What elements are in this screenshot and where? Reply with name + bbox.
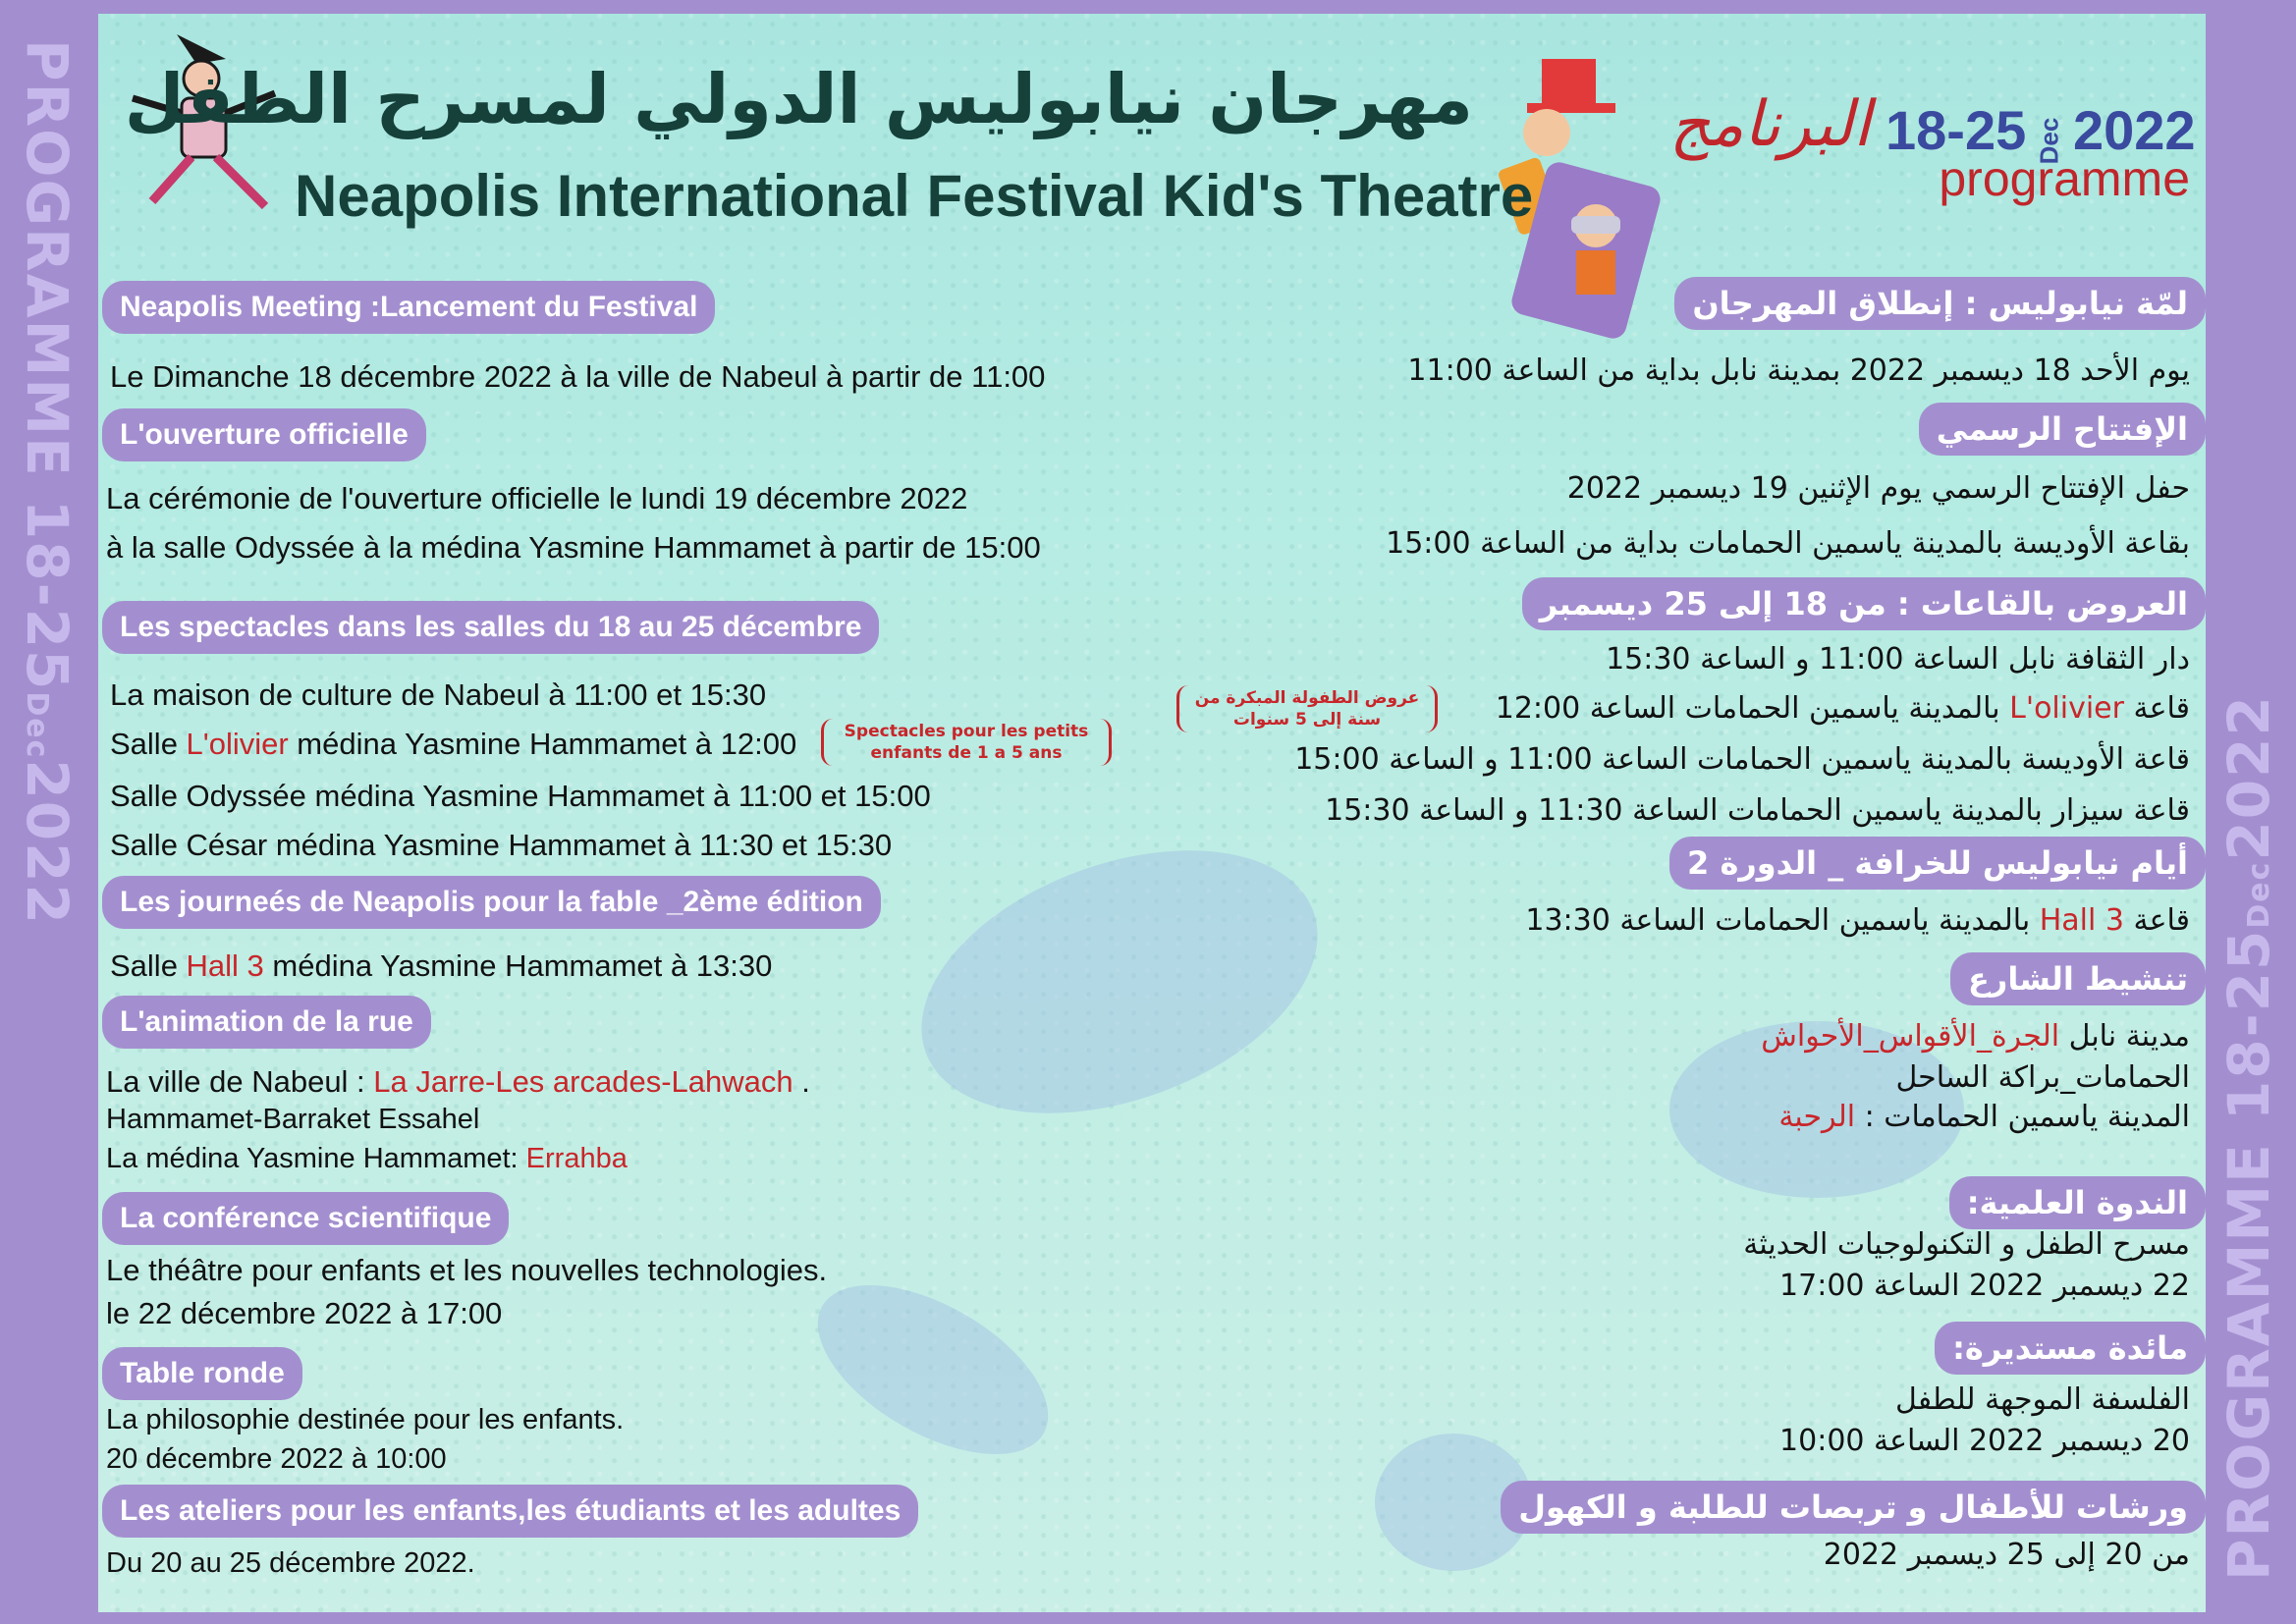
date-month: Dec (2034, 117, 2064, 165)
bottom-band (0, 1612, 2296, 1624)
section-title-opening-ar: الإفتتاح الرسمي (1919, 403, 2206, 456)
shows-line-2: Salle L'olivier médina Yasmine Hammamet à 12:00 (110, 727, 797, 761)
programme-label: programme (1939, 151, 2190, 206)
section-title-conference: La conférence scientifique (102, 1192, 509, 1245)
section-title-fable-ar: أيام نيابوليس للخرافة _ الدورة 2 (1669, 837, 2206, 890)
opening-line-1-ar: حفل الإفتتاح الرسمي يوم الإثنين 19 ديسمبر 2022 (1566, 471, 2190, 506)
title-arabic: مهرجان نيابوليس الدولي لمسرح الطفل (124, 59, 1473, 139)
section-title-street-ar: تنشيط الشارع (1950, 952, 2206, 1005)
workshops-line-ar: من 20 إلى 25 ديسمبر 2022 (1823, 1538, 2190, 1572)
section-title-shows-ar: العروض بالقاعات : من 18 إلى 25 ديسمبر (1522, 577, 2206, 630)
opening-line-1: La cérémonie de l'ouverture officielle le lundi 19 décembre 2022 (106, 481, 968, 515)
section-title-opening: L'ouverture officielle (102, 408, 426, 461)
section-title-workshops: Les ateliers pour les enfants,les étudiants et les adultes (102, 1485, 918, 1538)
round-table-line-1: La philosophie destinée pour les enfants. (106, 1404, 625, 1435)
street-line-1-ar: مدينة نابل الجرة_الأقواس_الأحواش (1761, 1019, 2190, 1054)
title-english: Neapolis International Festival Kid's Theatre (295, 163, 1534, 229)
street-line-3-ar: المدينة ياسمين الحمامات : الرحبة (1778, 1100, 2190, 1134)
side-label-left: PROGRAMME 18-25Dec2022 (14, 39, 81, 926)
opening-line-2-ar: بقاعة الأوديسة بالمدينة ياسمين الحمامات بداية من الساعة 15:00 (1386, 526, 2190, 561)
date-year: 2022 (2072, 99, 2196, 161)
programme-arabic: البرنامج (1669, 88, 1871, 161)
conference-line-1-ar: مسرح الطفل و التكنولوجيات الحديثة (1743, 1227, 2190, 1262)
section-title-shows: Les spectacles dans les salles du 18 au 25 décembre (102, 601, 879, 654)
street-line-2: Hammamet-Barraket Essahel (106, 1104, 480, 1135)
section-title-meeting: Neapolis Meeting :Lancement du Festival (102, 281, 715, 334)
fable-line: Salle Hall 3 médina Yasmine Hammamet à 13:30 (110, 948, 773, 983)
round-table-line-2-ar: 20 ديسمبر 2022 الساعة 10:00 (1779, 1424, 2190, 1458)
section-title-round-table: Table ronde (102, 1347, 302, 1400)
top-band (0, 0, 2296, 14)
date-block (1886, 98, 2196, 207)
side-label-right: PROGRAMME 18-25Dec2022 (2215, 694, 2282, 1581)
street-line-2-ar: الحمامات_براكة الساحل (1895, 1060, 2190, 1095)
section-title-workshops-ar: ورشات للأطفال و تربصات للطلبة و الكهول (1501, 1481, 2206, 1534)
opening-line-2: à la salle Odyssée à la médina Yasmine Hammamet à partir de 15:00 (106, 530, 1041, 565)
conference-line-1: Le théâtre pour enfants et les nouvelles technologies. (106, 1253, 828, 1287)
section-title-round-table-ar: مائدة مستديرة: (1935, 1322, 2206, 1375)
street-line-1: La ville de Nabeul : La Jarre-Les arcades-Lahwach . (106, 1064, 810, 1099)
shows-line-1-ar: دار الثقافة نابل الساعة 11:00 و الساعة 15:30 (1606, 642, 2190, 677)
shows-line-3: Salle Odyssée médina Yasmine Hammamet à 11:00 et 15:00 (110, 779, 931, 813)
shows-line-1: La maison de culture de Nabeul à 11:00 et 15:30 (110, 677, 767, 712)
fable-line-ar: قاعة Hall 3 بالمدينة ياسمين الحمامات الساعة 13:30 (1525, 903, 2190, 938)
shows-note: Spectacles pour les petits enfants de 1 a 5 ans (821, 719, 1112, 766)
section-title-meeting-ar: لمّة نيابوليس : إنطلاق المهرجان (1674, 277, 2206, 330)
shows-line-4-ar: قاعة سيزار بالمدينة ياسمين الحمامات الساعة 11:30 و الساعة 15:30 (1325, 793, 2190, 828)
shows-line-3-ar: قاعة الأوديسة بالمدينة ياسمين الحمامات الساعة 11:00 و الساعة 15:00 (1294, 742, 2190, 777)
meeting-line-ar: يوم الأحد 18 ديسمبر 2022 بمدينة نابل بداية من الساعة 11:00 (1407, 353, 2190, 388)
conference-line-2-ar: 22 ديسمبر 2022 الساعة 17:00 (1779, 1269, 2190, 1303)
conference-line-2: le 22 décembre 2022 à 17:00 (106, 1296, 503, 1330)
section-title-fable: Les journeés de Neapolis pour la fable _2ème édition (102, 876, 881, 929)
workshops-line: Du 20 au 25 décembre 2022. (106, 1547, 475, 1579)
date-range: 18-25 (1886, 99, 2027, 161)
street-line-3: La médina Yasmine Hammamet: Errahba (106, 1143, 628, 1174)
round-table-line-1-ar: الفلسفة الموجهة للطفل (1894, 1382, 2190, 1417)
section-title-street: L'animation de la rue (102, 996, 431, 1049)
shows-line-4: Salle César médina Yasmine Hammamet à 11:30 et 15:30 (110, 828, 893, 862)
round-table-line-2: 20 décembre 2022 à 10:00 (106, 1443, 447, 1475)
shows-note-ar: عروض الطفولة المبكرة من سنة إلى 5 سنوات (1176, 685, 1438, 732)
section-title-conference-ar: الندوة العلمية: (1949, 1176, 2206, 1229)
shows-line-2-ar: قاعة L'olivier بالمدينة ياسمين الحمامات الساعة 12:00 (1495, 691, 2190, 726)
meeting-line: Le Dimanche 18 décembre 2022 à la ville de Nabeul à partir de 11:00 (110, 359, 1046, 394)
